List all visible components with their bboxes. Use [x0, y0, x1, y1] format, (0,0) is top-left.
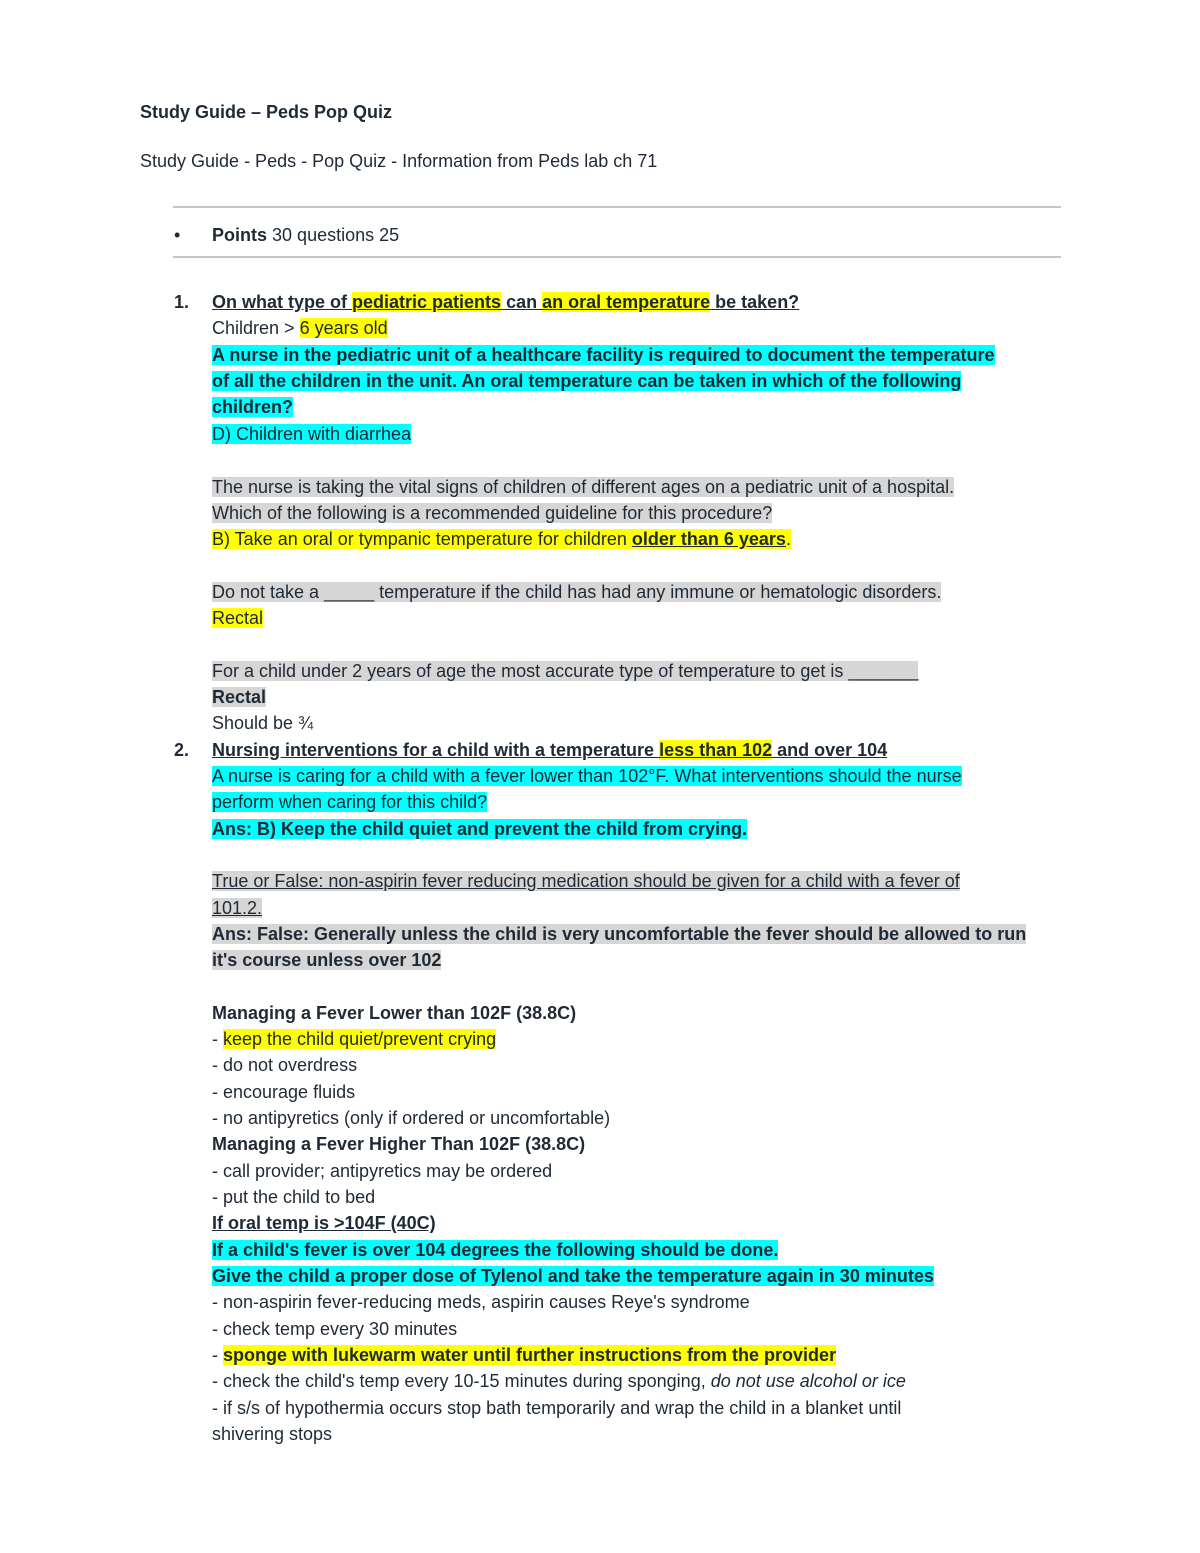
managing-lower-item: - do not overdress	[212, 1055, 358, 1075]
oral-temp-highlight: sponge with lukewarm water until further instructions from the provider	[223, 1345, 837, 1365]
oral-temp-text: - check the child's temp every 10-15 minutes during sponging,	[212, 1371, 711, 1391]
oral-temp-item	[212, 1368, 906, 1394]
q1-heading-part: can	[501, 292, 543, 312]
q1-yellow-text: Rectal	[212, 608, 264, 628]
q1-cyan-line-2	[212, 368, 961, 394]
page-subtitle: Study Guide - Peds - Pop Quiz - Information from Peds lab ch 71	[140, 151, 658, 171]
points-label: Points	[212, 225, 268, 245]
managing-lower-item	[212, 1026, 496, 1052]
q1-yellow-line-1	[212, 526, 791, 552]
q1-gray-line-1	[212, 474, 954, 500]
q2-cyan-text: Give the child a proper dose of Tylenol and take the temperature again in 30 minutes	[212, 1266, 934, 1286]
q1-cyan-text: children?	[212, 397, 294, 417]
question-2-heading	[212, 737, 887, 763]
q2-cyan-text: If a child's fever is over 104 degrees the following should be done.	[212, 1240, 779, 1260]
points-line	[212, 222, 399, 248]
question-1-heading	[212, 289, 799, 315]
managing-higher-item: - put the child to bed	[212, 1187, 376, 1207]
oral-temp-italic: do not use alcohol or ice	[710, 1371, 906, 1391]
divider-top	[173, 206, 1061, 208]
oral-temp-item	[212, 1342, 836, 1368]
managing-lower-heading: Managing a Fever Lower than 102F (38.8C)	[212, 1003, 577, 1023]
page-title: Study Guide – Peds Pop Quiz	[140, 102, 393, 122]
q2-cyan-text: Ans: B) Keep the child quiet and prevent the child from crying.	[212, 819, 748, 839]
dash: -	[212, 1029, 223, 1049]
q1-cyan-text: D) Children with diarrhea	[212, 424, 412, 444]
question-1-number: 1.	[174, 292, 190, 312]
q1-cyan-text: of all the children in the unit. An oral temperature can be taken in which of the following	[212, 371, 962, 391]
q1-answer-highlight: 6 years old	[299, 318, 388, 338]
q2-heading-part: and over 104	[772, 740, 888, 760]
q1-cyan-line-4	[212, 421, 411, 447]
q2-cyan-line-3	[212, 816, 747, 842]
oral-temp-item: - non-aspirin fever-reducing meds, aspirin causes Reye's syndrome	[212, 1292, 750, 1312]
q2-gray-line-2	[212, 895, 262, 921]
managing-lower-highlight: keep the child quiet/prevent crying	[223, 1029, 497, 1049]
q2-cyan-line-5	[212, 1263, 934, 1289]
q2-gray-line-1	[212, 868, 960, 894]
q1-heading-part: be taken?	[710, 292, 800, 312]
oral-temp-item: shivering stops	[212, 1424, 333, 1444]
q1-gray-text: Do not take a _____ temperature if the child has had any immune or hematologic disorders.	[212, 582, 942, 602]
q1-cyan-line-3	[212, 394, 293, 420]
managing-higher-heading: Managing a Fever Higher Than 102F (38.8C)	[212, 1134, 586, 1154]
q2-gray-text: 101.2.	[212, 898, 263, 918]
q1-yellow-text: .	[785, 529, 791, 549]
managing-lower-item: - no antipyretics (only if ordered or uncomfortable)	[212, 1108, 611, 1128]
dash: -	[212, 1345, 223, 1365]
q2-gray-line-4	[212, 947, 441, 973]
q1-yellow-text: older than 6 years	[631, 529, 786, 549]
q1-gray-text: For a child under 2 years of age the most accurate type of temperature to get is _______	[212, 661, 919, 681]
q2-heading-part: Nursing interventions for a child with a temperature	[212, 740, 660, 760]
question-2-number: 2.	[174, 740, 190, 760]
q2-cyan-line-2	[212, 789, 487, 815]
bullet-icon: •	[174, 225, 181, 245]
q2-cyan-text: A nurse is caring for a child with a fever lower than 102°F. What interventions should the nurse	[212, 766, 962, 786]
q2-gray-line-3	[212, 921, 1026, 947]
q2-cyan-text: perform when caring for this child?	[212, 792, 488, 812]
q1-gray-line-3	[212, 579, 941, 605]
q1-rectal	[212, 684, 266, 710]
q1-yellow-line-2	[212, 605, 263, 631]
q2-heading-highlight: less than 102	[659, 740, 773, 760]
q1-yellow-text: B) Take an oral or tympanic temperature for children	[212, 529, 632, 549]
q1-cyan-text: A nurse in the pediatric unit of a healthcare facility is required to document the temperature	[212, 345, 995, 365]
q1-rectal-text: Rectal	[212, 687, 267, 707]
q1-gray-text: The nurse is taking the vital signs of children of different ages on a pediatric unit of a hospital.	[212, 477, 955, 497]
q1-gray-line-2	[212, 500, 772, 526]
q1-answer-text: Children >	[212, 318, 300, 338]
q1-heading-highlight: pediatric patients	[352, 292, 502, 312]
q2-gray-text: Ans: False: Generally unless the child is very uncomfortable the fever should be allowed to run	[212, 924, 1027, 944]
managing-lower-item: - encourage fluids	[212, 1082, 356, 1102]
oral-temp-item: - if s/s of hypothermia occurs stop bath temporarily and wrap the child in a blanket until	[212, 1398, 902, 1418]
q2-cyan-line-4	[212, 1237, 778, 1263]
managing-higher-item: - call provider; antipyretics may be ordered	[212, 1161, 553, 1181]
q1-gray-text: Which of the following is a recommended guideline for this procedure?	[212, 503, 773, 523]
oral-temp-item: - check temp every 30 minutes	[212, 1319, 458, 1339]
q1-gray-line-4	[212, 658, 918, 684]
q2-cyan-line-1	[212, 763, 962, 789]
q1-heading-highlight: an oral temperature	[542, 292, 711, 312]
q2-gray-text: it's course unless over 102	[212, 950, 442, 970]
points-value: 30 questions 25	[272, 225, 400, 245]
q2-gray-text: True or False: non-aspirin fever reducing medication should be given for a child with a fever of	[212, 871, 960, 891]
q1-should-be: Should be ¾	[212, 713, 314, 733]
q1-heading-part: On what type of	[212, 292, 353, 312]
divider-bottom	[173, 256, 1061, 258]
q1-answer	[212, 315, 388, 341]
oral-temp-heading: If oral temp is >104F (40C)	[212, 1213, 436, 1233]
q1-cyan-line-1	[212, 342, 995, 368]
